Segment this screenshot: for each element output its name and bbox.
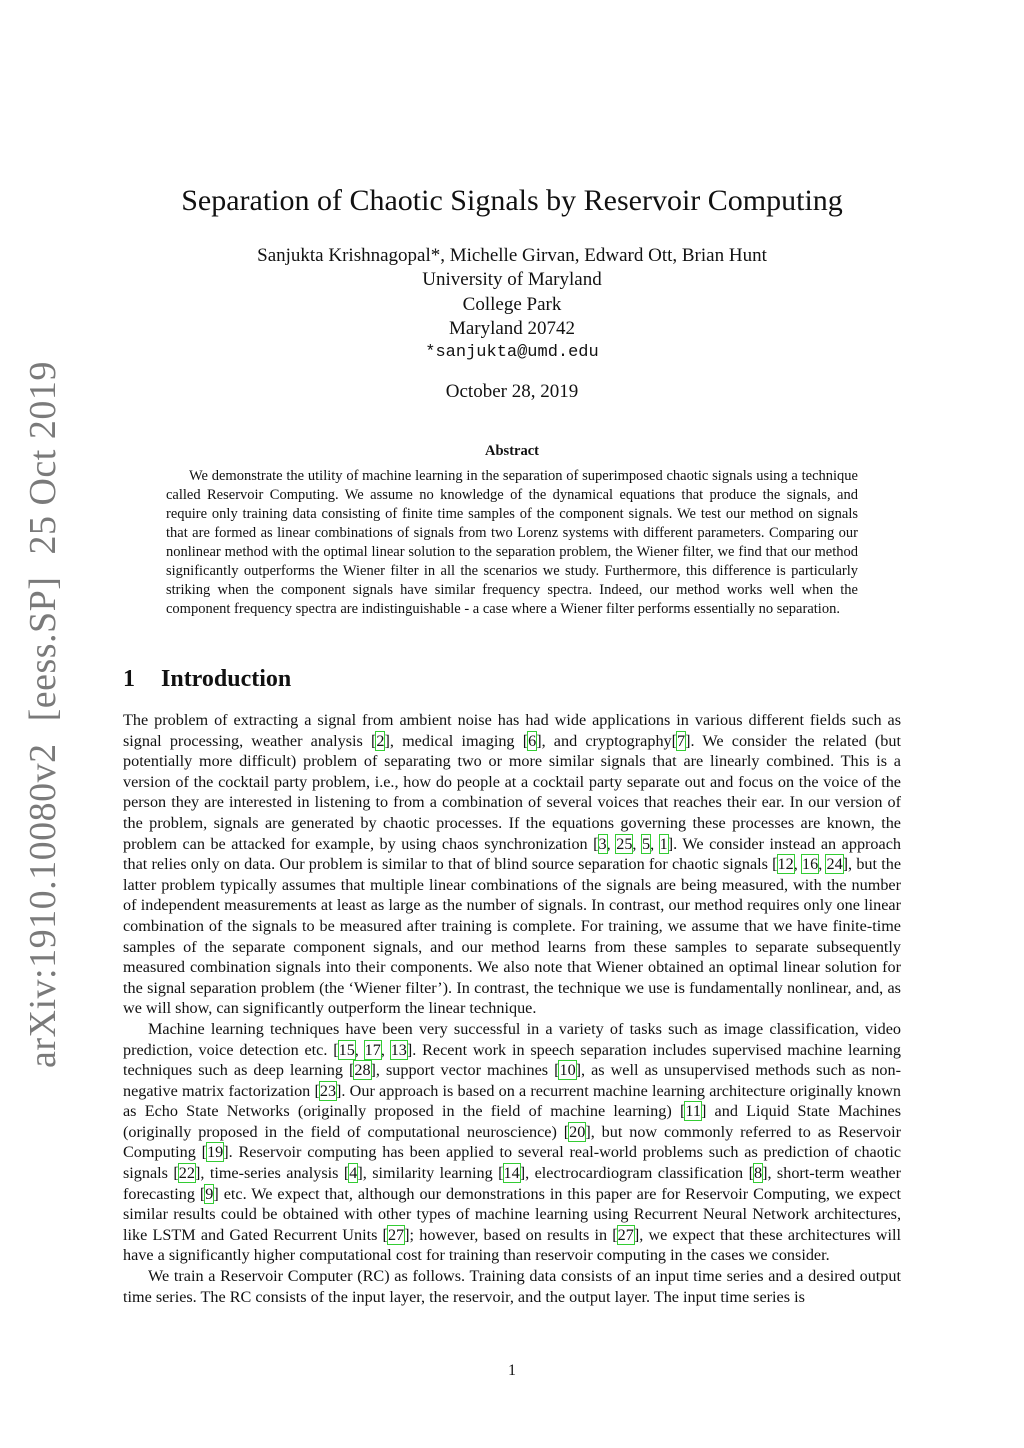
citation-link[interactable]: 1 [659, 834, 668, 853]
section-heading [123, 666, 291, 693]
abstract-heading: Abstract [485, 443, 539, 459]
section-title: Introduction [161, 666, 292, 692]
affiliation-line: University of Maryland [422, 269, 602, 291]
arxiv-identifier-stamp [21, 361, 65, 1068]
author-email: *sanjukta@umd.edu [425, 343, 599, 363]
author-names: Sanjukta Krishnagopal*, Michelle Girvan, Edward Ott, Brian Hunt [257, 245, 767, 266]
arxiv-date: 25 Oct 2019 [22, 361, 64, 555]
citation-link[interactable]: 14 [503, 1164, 520, 1183]
citation-link[interactable]: 8 [753, 1164, 763, 1183]
paper-title: Separation of Chaotic Signals by Reservoir Computing [181, 184, 843, 217]
citation-link[interactable]: 9 [205, 1184, 214, 1203]
body-paragraph: We train a Reservoir Computer (RC) as follows. Training data consists of an input time series and a desired output time series. The RC consists of the input layer, the reservoir, and the output layer. The input time series is [123, 1267, 901, 1306]
section-body [123, 710, 901, 1307]
paper-date: October 28, 2019 [445, 381, 579, 402]
affiliation-line: College Park [462, 293, 562, 315]
citation-link[interactable]: 6 [528, 731, 537, 750]
arxiv-category: [eess.SP] [22, 576, 64, 722]
citation-link[interactable]: 17 [364, 1040, 381, 1059]
citation-link[interactable]: 23 [319, 1081, 337, 1100]
citation-link[interactable]: 11 [685, 1102, 701, 1121]
citation-link[interactable]: 24 [826, 855, 843, 874]
body-paragraph: The problem of extracting a signal from ambient noise has had wide applications in various different fields such as signal processing, weather analysis [2], medical imaging [6], and cryptography[7]. We consider the related (but potentially more difficult) problem of separating two or more similar signals that are linearly combined. This is a version of the cocktail party problem, i.e., how do people at a cocktail party separate out and focus on the voice of the person they are interested in listening to from a combination of several voices that reaches their ear. In our version of the problem, signals are generated by chaotic processes. If the equations governing these processes are known, the problem can be attacked for example, by using chaos synchronization [3, 25, 5, 1]. We consider instead an approach that relies only on data. Our problem is similar to that of blind source separation for chaotic signals [12, 16, 24], but the latter problem typically assumes that multiple linear combinations of the signals are being measured, with the number of independent measurements at least as large as the number of signals. In contrast, our method requires only one linear combination of the signals to be measured after training is complete. For training, we assume that we have finite-time samples of the separate component signals, and our method learns from these samples to separate subsequently measured combination signals into their components. We also note that Wiener obtained an optimal linear solution for the signal separation problem (the ‘Wiener filter’). In contrast, the technique we use is fundamentally nonlinear, and, as we will show, can significantly outperform the linear technique. [123, 711, 902, 1018]
citation-link[interactable]: 27 [617, 1225, 634, 1244]
affiliation-line: Maryland 20742 [448, 317, 576, 339]
citation-link[interactable]: 22 [178, 1164, 195, 1183]
abstract-text: We demonstrate the utility of machine learning in the separation of superimposed chaotic signals using a technique called Reservoir Computing. We assume no knowledge of the dynamical equations that produce the signals, and require only training data consisting of finite time samples of the component signals. We test our method on signals that are formed as linear combinations of signals from two Lorenz systems with different parameters. Comparing our nonlinear method with the optimal linear solution to the separation problem, the Wiener filter, we find that our method significantly outperforms the Wiener filter in all the scenarios we study. Furthermore, this difference is particularly striking when the component signals have similar frequency spectra. Indeed, our method works well when the component frequency spectra are indistinguishable - a case where a Wiener filter performs essentially no separation. [166, 468, 858, 617]
citation-link[interactable]: 2 [376, 731, 385, 750]
section-number: 1 [123, 666, 135, 692]
citation-link[interactable]: 16 [802, 855, 819, 874]
citation-link[interactable]: 25 [616, 834, 633, 853]
citation-link[interactable]: 19 [207, 1143, 224, 1162]
citation-link[interactable]: 13 [390, 1040, 407, 1059]
arxiv-id: arXiv:1910.10080v2 [22, 743, 64, 1068]
citation-link[interactable]: 20 [569, 1122, 586, 1141]
citation-link[interactable]: 28 [354, 1061, 371, 1080]
page-number: 1 [508, 1362, 516, 1379]
citation-link[interactable]: 3 [598, 834, 607, 853]
author-block [0, 244, 1024, 365]
citation-link[interactable]: 4 [349, 1164, 358, 1183]
citation-link[interactable]: 7 [677, 731, 686, 750]
body-paragraph: Machine learning techniques have been very successful in a variety of tasks such as image classification, video prediction, voice detection etc. [15, 17, 13]. Recent work in speech separation includes supervised machine learning techniques such as deep learning [28], support vector machines [10], as well as unsupervised methods such as non-negative matrix factorization [23]. Our approach is based on a recurrent machine learning architecture originally known as Echo State Networks (originally proposed in the field of machine learning) [11] and Liquid State Machines (originally proposed in the field of computational neuroscience) [20], but now commonly referred to as Reservoir Computing [19]. Reservoir computing has been applied to several real-world problems such as prediction of chaotic signals [22], time-series analysis [4], similarity learning [14], electrocardiogram classification [8], short-term weather forecasting [9] etc. We expect that, although our demonstrations in this paper are for Reservoir Computing, we expect similar results could be obtained with other types of machine learning using Recurrent Neural Network architectures, like LSTM and Gated Recurrent Units [27]; however, based on results in [27], we expect that these architectures will have a significantly higher computational cost for training than reservoir computing in the cases we consider. [123, 1019, 902, 1265]
citation-link[interactable]: 12 [777, 855, 794, 874]
citation-link[interactable]: 15 [338, 1040, 355, 1059]
citation-link[interactable]: 27 [387, 1225, 405, 1244]
citation-link[interactable]: 5 [641, 834, 651, 853]
citation-link[interactable]: 10 [559, 1061, 576, 1080]
